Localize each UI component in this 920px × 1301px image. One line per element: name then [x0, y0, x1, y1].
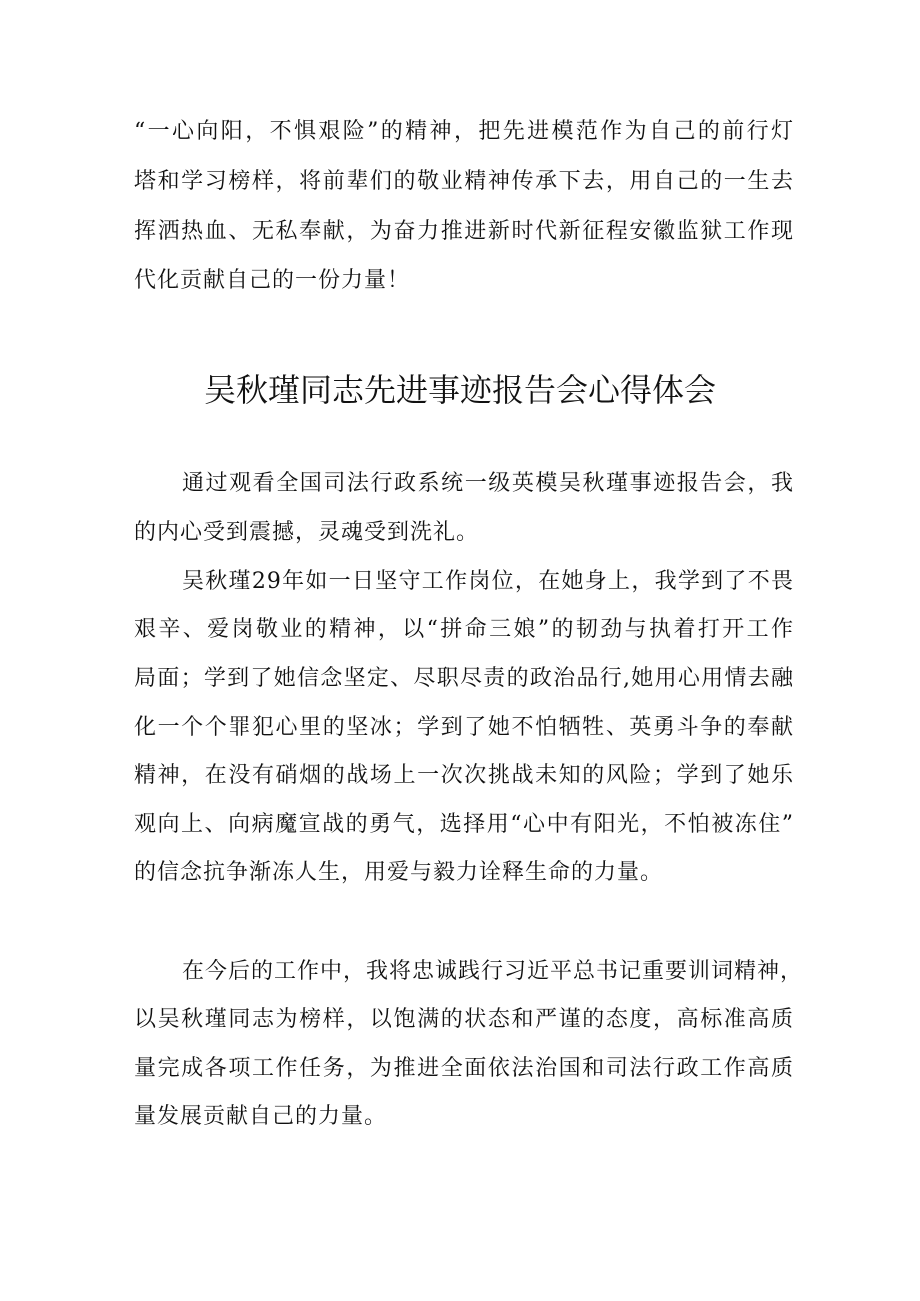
text-line: 通过观看全国司法行政系统一级英模吴秋瑾事迹报告会，我 — [182, 471, 794, 496]
text-line: 在今后的工作中，我将忠诚践行习近平总书记重要训词精神， — [182, 959, 804, 984]
text-line: 艰辛、爱岗敬业的精神，以“拼命三娘”的韧劲与执着打开工作 — [134, 617, 794, 642]
text-line: 吴秋瑾29年如一日坚守工作岗位，在她身上，我学到了不畏 — [182, 569, 794, 594]
document-title: 吴秋瑾同志先进事迹报告会心得体会 — [203, 371, 716, 409]
text-line: 精神，在没有硝烟的战场上一次次挑战未知的风险；学到了她乐 — [134, 763, 794, 788]
text-line: 局面；学到了她信念坚定、尽职尽责的政治品行,她用心用情去融 — [134, 666, 794, 691]
text-line: 量完成各项工作任务，为推进全面依法治国和司法行政工作高质 — [134, 1056, 794, 1081]
text-line: 以吴秋瑾同志为榜样，以饱满的状态和严谨的态度，高标准高质 — [134, 1007, 794, 1032]
text-line: 的内心受到震撼，灵魂受到洗礼。 — [134, 520, 480, 545]
text-line: “一心向阳，不惧艰险”的精神，把先进模范作为自己的前行灯 — [134, 119, 794, 144]
text-line: 代化贡献自己的一份力量！ — [134, 268, 411, 293]
text-line: 的信念抗争渐冻人生，用爱与毅力诠释生命的力量。 — [134, 860, 664, 885]
text-line: 挥洒热血、无私奉献，为奋力推进新时代新征程安徽监狱工作现 — [134, 219, 794, 244]
text-line: 观向上、向病魔宣战的勇气，选择用“心中有阳光，不怕被冻住” — [134, 812, 794, 837]
text-line: 化一个个罪犯心里的坚冰；学到了她不怕牺牲、英勇斗争的奉献 — [134, 715, 794, 740]
text-line: 塔和学习榜样，将前辈们的敬业精神传承下去，用自己的一生去 — [134, 169, 794, 194]
text-line: 量发展贡献自己的力量。 — [134, 1104, 388, 1129]
